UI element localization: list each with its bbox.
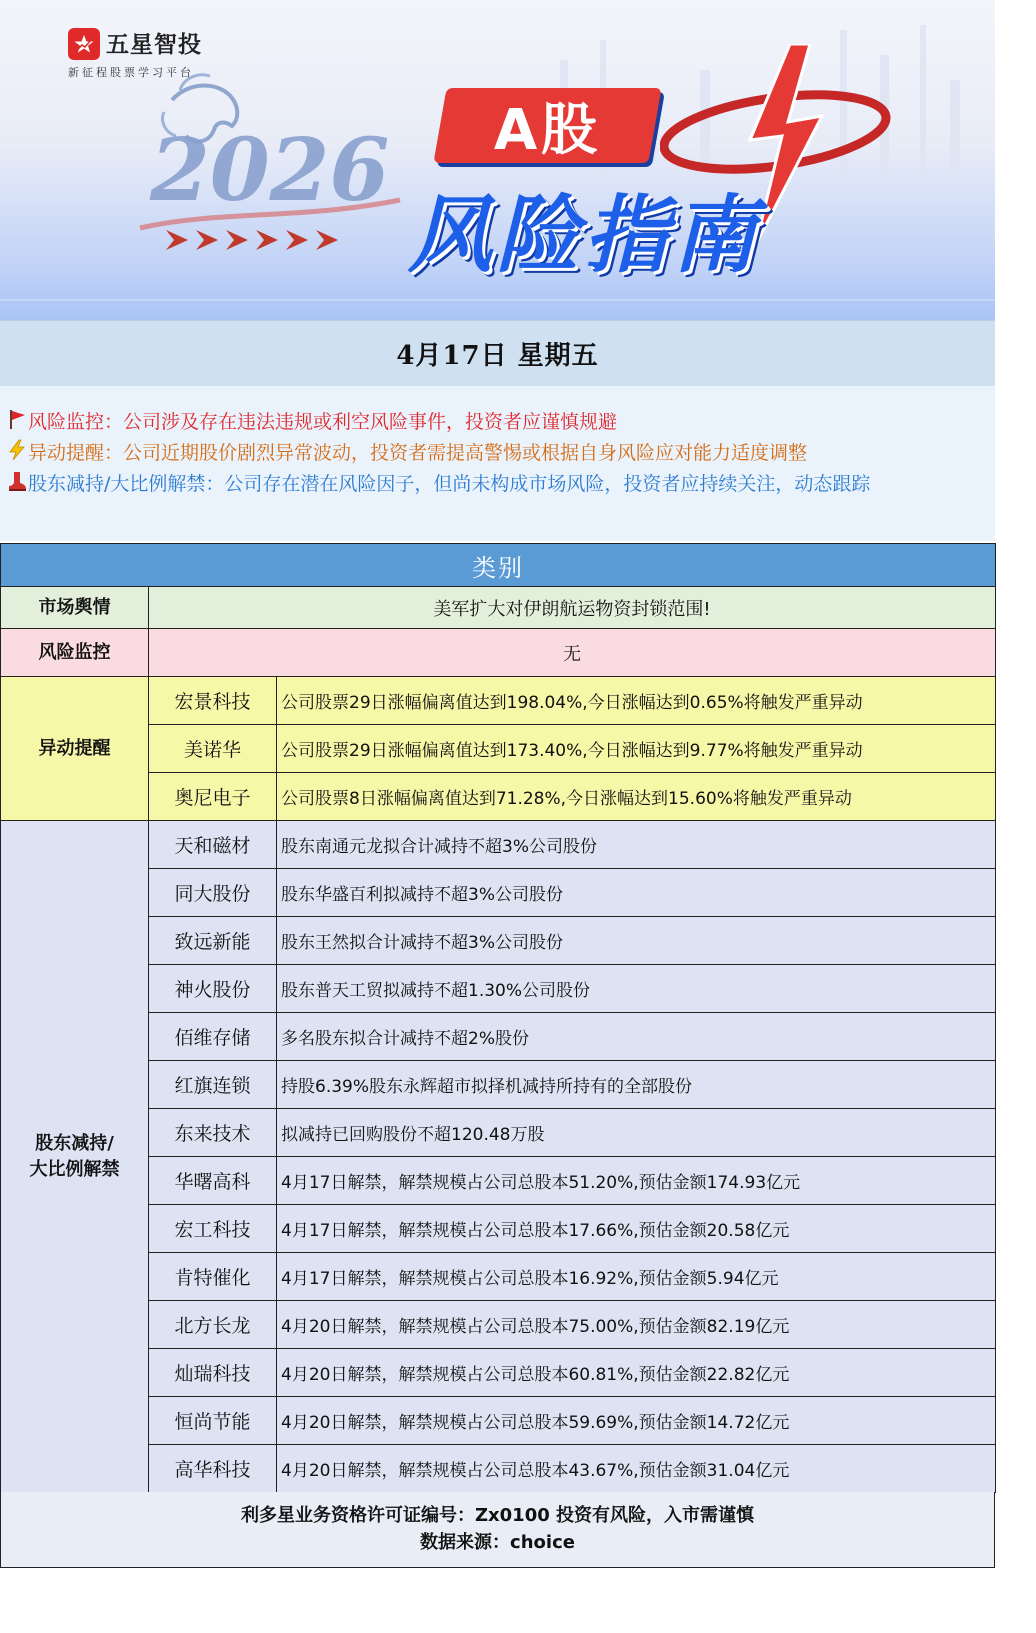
date-bar <box>0 320 995 386</box>
category-holder-line1: 股东减持/ <box>35 1132 114 1154</box>
table-row <box>1 1445 996 1493</box>
stock-name: 宏工科技 <box>149 1205 277 1253</box>
category-risk: 风险监控 <box>1 629 149 677</box>
stock-desc: 4月20日解禁，解禁规模占公司总股本43.67%,预估金额31.04亿元 <box>277 1445 996 1493</box>
table-row <box>1 1109 996 1157</box>
boot-icon <box>6 470 28 501</box>
table-row <box>1 1301 996 1349</box>
banner-title: 风险指南 <box>408 186 761 284</box>
legend-text-alert: 异动提醒：公司近期股价剧烈异常波动，投资者需提高警惕或根据自身风险应对能力适度调整 <box>28 442 808 464</box>
table-row <box>1 1253 996 1301</box>
stock-name: 肯特催化 <box>149 1253 277 1301</box>
stock-name: 灿瑞科技 <box>149 1349 277 1397</box>
footer-source: 数据来源：choice <box>420 1532 575 1553</box>
stock-desc: 股东南通元龙拟合计减持不超3%公司股份 <box>277 821 996 869</box>
legend-item-risk <box>6 408 989 439</box>
stock-name: 天和磁材 <box>149 821 277 869</box>
table-row-risk <box>1 629 996 677</box>
lightning-icon <box>6 439 28 470</box>
stock-name: 奥尼电子 <box>149 773 277 821</box>
footer-license: 利多星业务资格许可证编号：Zx0100 投资有风险，入市需谨慎 <box>240 1505 755 1526</box>
table-row <box>1 917 996 965</box>
brand-logo-icon <box>68 28 100 60</box>
risk-table <box>0 543 996 1493</box>
category-holder-line2: 大比例解禁 <box>29 1158 120 1180</box>
legend-text-holder: 股东减持/大比例解禁：公司存在潜在风险因子，但尚未构成市场风险，投资者应持续关注，动态跟踪 <box>28 473 871 495</box>
category-market: 市场舆情 <box>1 587 149 629</box>
legend-text-risk: 风险监控：公司涉及存在违法违规或利空风险事件，投资者应谨慎规避 <box>28 411 618 433</box>
category-holder <box>1 821 149 1493</box>
flag-icon <box>6 408 28 439</box>
stock-desc: 持股6.39%股东永辉超市拟择机减持所持有的全部股份 <box>277 1061 996 1109</box>
stock-desc: 公司股票29日涨幅偏离值达到173.40%,今日涨幅达到9.77%将触发严重异动 <box>277 725 996 773</box>
a-share-badge: A股 <box>433 88 661 163</box>
stock-name: 高华科技 <box>149 1445 277 1493</box>
table-row <box>1 821 996 869</box>
legend-item-alert <box>6 439 989 470</box>
table-row <box>1 1061 996 1109</box>
table-header: 类别 <box>1 544 996 587</box>
stock-name: 宏景科技 <box>149 677 277 725</box>
stock-desc: 4月20日解禁，解禁规模占公司总股本60.81%,预估金额22.82亿元 <box>277 1349 996 1397</box>
stock-desc: 4月17日解禁，解禁规模占公司总股本51.20%,预估金额174.93亿元 <box>277 1157 996 1205</box>
table-row <box>1 1205 996 1253</box>
stock-desc: 4月17日解禁，解禁规模占公司总股本17.66%,预估金额20.58亿元 <box>277 1205 996 1253</box>
stock-desc: 拟减持已回购股份不超120.48万股 <box>277 1109 996 1157</box>
stock-desc: 4月20日解禁，解禁规模占公司总股本59.69%,预估金额14.72亿元 <box>277 1397 996 1445</box>
stock-desc: 4月17日解禁，解禁规模占公司总股本16.92%,预估金额5.94亿元 <box>277 1253 996 1301</box>
stock-name: 东来技术 <box>149 1109 277 1157</box>
stock-name: 北方长龙 <box>149 1301 277 1349</box>
year-horse-art <box>120 60 420 270</box>
category-alert: 异动提醒 <box>1 677 149 821</box>
stock-name: 红旗连锁 <box>149 1061 277 1109</box>
legend-item-holder <box>6 470 989 501</box>
stock-desc: 股东华盛百利拟减持不超3%公司股份 <box>277 869 996 917</box>
footer <box>0 1492 995 1568</box>
market-news-text: 美军扩大对伊朗航运物资封锁范围! <box>149 587 996 629</box>
header-banner <box>0 0 995 320</box>
stock-desc: 多名股东拟合计减持不超2%股份 <box>277 1013 996 1061</box>
stock-name: 致远新能 <box>149 917 277 965</box>
stock-name: 神火股份 <box>149 965 277 1013</box>
svg-text:2026: 2026 <box>150 120 390 221</box>
table-row <box>1 1397 996 1445</box>
stock-name: 恒尚节能 <box>149 1397 277 1445</box>
table-row <box>1 773 996 821</box>
date-label: 4月17日 星期五 <box>396 341 599 371</box>
brand-tagline: 新征程股票学习平台 <box>68 66 194 79</box>
table-row <box>1 1013 996 1061</box>
stock-desc: 公司股票8日涨幅偏离值达到71.28%,今日涨幅达到15.60%将触发严重异动 <box>277 773 996 821</box>
stock-desc: 股东普天工贸拟减持不超1.30%公司股份 <box>277 965 996 1013</box>
stock-name: 美诺华 <box>149 725 277 773</box>
table-row <box>1 1157 996 1205</box>
stock-name: 华曙高科 <box>149 1157 277 1205</box>
stock-desc: 股东王然拟合计减持不超3%公司股份 <box>277 917 996 965</box>
table-row-market <box>1 587 996 629</box>
stock-desc: 公司股票29日涨幅偏离值达到198.04%,今日涨幅达到0.65%将触发严重异动 <box>277 677 996 725</box>
stock-desc: 4月20日解禁，解禁规模占公司总股本75.00%,预估金额82.19亿元 <box>277 1301 996 1349</box>
table-row <box>1 965 996 1013</box>
table-row <box>1 677 996 725</box>
table-row <box>1 725 996 773</box>
stock-name: 同大股份 <box>149 869 277 917</box>
legend <box>0 386 995 541</box>
risk-monitor-text: 无 <box>149 629 996 677</box>
brand-name: 五星智投 <box>106 32 202 58</box>
stock-name: 佰维存储 <box>149 1013 277 1061</box>
table-row <box>1 1349 996 1397</box>
table-row <box>1 869 996 917</box>
